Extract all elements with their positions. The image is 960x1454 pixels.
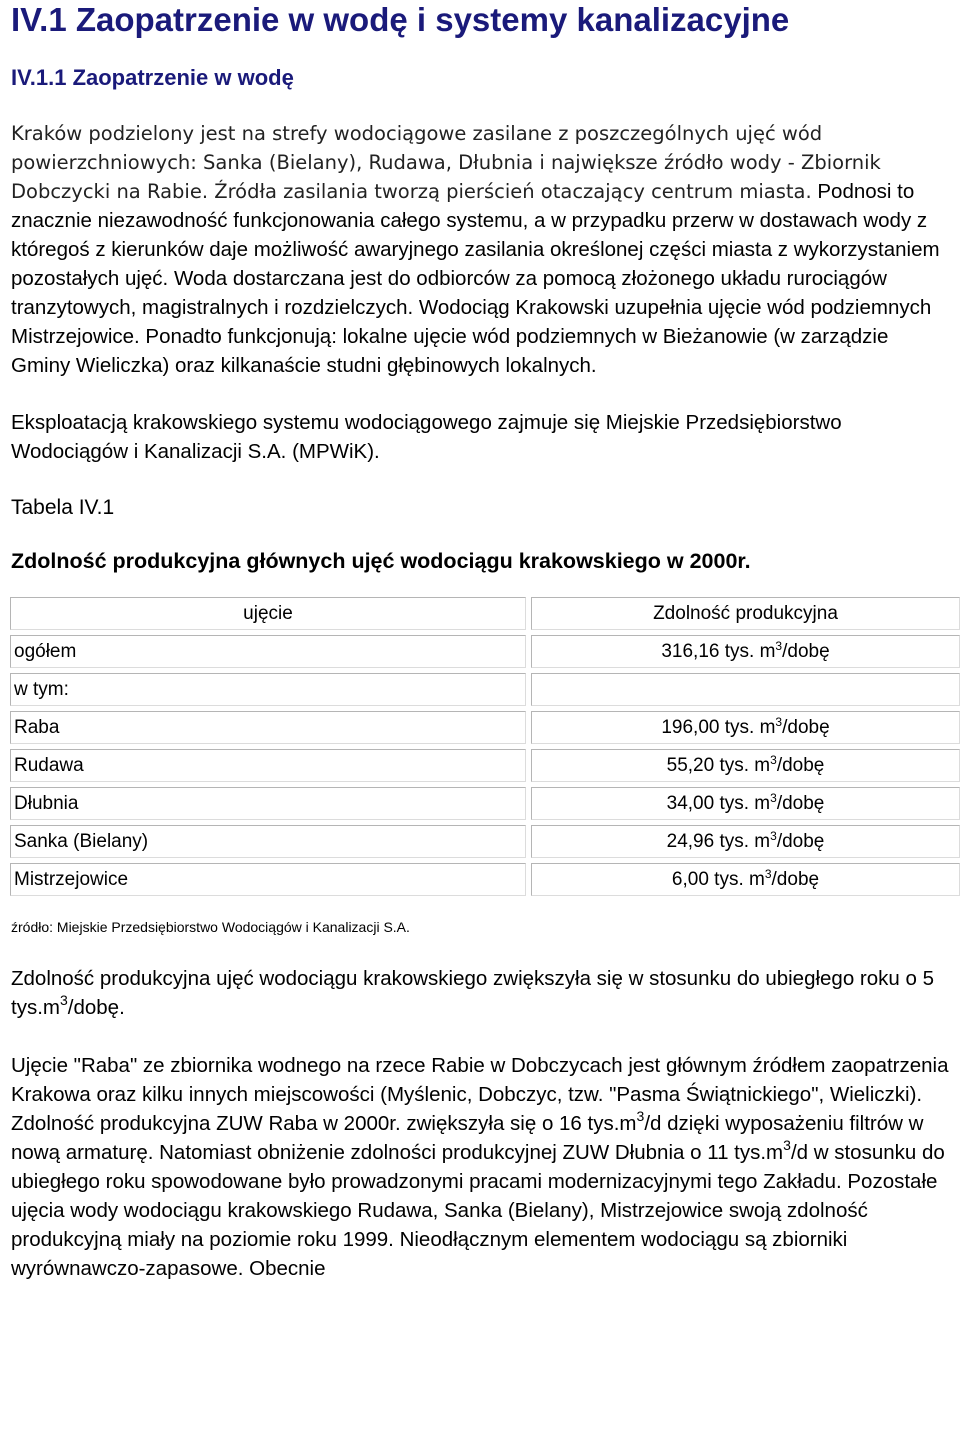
operator-paragraph: Eksploatacją krakowskiego systemu wodociągowego zajmuje się Miejskie Przedsiębiorstwo Wodociągów i Kanalizacji S.A. (MPWiK). (11, 411, 842, 463)
row-value (531, 863, 960, 896)
value-text: 196,00 tys. m (661, 716, 776, 738)
unit-superscript: 3 (775, 714, 783, 729)
table-row-total (10, 635, 960, 668)
page-title: IV.1 Zaopatrzenie w wodę i systemy kanalizacyjne (11, 1, 790, 38)
raba-text-part1: Ujęcie "Raba" ze zbiornika wodnego na rzece Rabie w Dobczycach jest głównym źródłem zaopatrzenia Krakowa oraz kilku innych miejscowości (Myślenic, Dobczyc, tzw. "Pasma Świątnickiego", Wieliczki). Zdolność produkcyjna ZUW Raba w 2000r. zwiększyła się o 16 tys.m (11, 1054, 949, 1135)
row-label: Sanka (Bielany) (10, 825, 526, 858)
table-row (10, 863, 960, 896)
table-row (10, 711, 960, 744)
value-text: 24,96 tys. m (666, 830, 771, 852)
capacity-table (5, 592, 960, 901)
unit-superscript: 3 (636, 1108, 645, 1124)
value-text: 55,20 tys. m (666, 754, 771, 776)
increase-text: Zdolność produkcyjna ujęć wodociągu krakowskiego zwiększyła się w stosunku do ubiegłego roku o 5 tys.m (11, 967, 935, 1019)
raba-text-part2: /d dzięki wyposażeniu filtrów w nową armaturę. Natomiast obniżenie zdolności produkcyjnej ZUW Dłubnia o 11 tys.m (11, 1112, 924, 1164)
unit-superscript: 3 (59, 992, 68, 1008)
unit-text: /dobę (776, 754, 825, 776)
header-intake: ujęcie (10, 597, 526, 630)
unit-superscript: 3 (764, 866, 772, 881)
row-label: Mistrzejowice (10, 863, 526, 896)
row-label: Dłubnia (10, 787, 526, 820)
table-source: źródło: Miejskie Przedsiębiorstwo Wodociągów i Kanalizacji S.A. (11, 919, 410, 935)
table-row (10, 787, 960, 820)
row-value (531, 711, 960, 744)
row-value (531, 787, 960, 820)
section-subtitle: IV.1.1 Zaopatrzenie w wodę (11, 65, 294, 90)
increase-paragraph (11, 964, 949, 1022)
table-caption: Tabela IV.1 (11, 496, 115, 519)
row-label: Raba (10, 711, 526, 744)
value-text: 316,16 tys. m (661, 640, 776, 662)
header-capacity: Zdolność produkcyjna (531, 597, 960, 630)
unit-superscript: 3 (770, 790, 777, 805)
table-row (10, 825, 960, 858)
unit-text: /dobę (782, 640, 830, 662)
unit-superscript: 3 (775, 638, 783, 653)
raba-paragraph (11, 1051, 949, 1283)
raba-text-part3: /d w stosunku do ubiegłego roku spowodowane było prowadzonymi pracami modernizacyjnymi tego Zakładu. Pozostałe ujęcia wody wodociągu krakowskiego Rudawa, Sanka (Bielany), Mistrzejowice swoją zdolność produkcyjną miały na poziomie roku 1999. Nieodłącznym elementem wodociągu są zbiorniki wyrównawczo-zapasowe. Obecnie (11, 1141, 945, 1280)
table-row-subheader (10, 673, 960, 706)
subheader-label: w tym: (10, 673, 526, 706)
table-title: Zdolność produkcyjna głównych ujęć wodociągu krakowskiego w 2000r. (11, 549, 751, 573)
unit-text: /dobę (776, 792, 825, 814)
row-value (531, 749, 960, 782)
unit-text: /dobę (782, 716, 830, 738)
unit-superscript: 3 (783, 1137, 791, 1153)
table-row (10, 749, 960, 782)
intro-lead-text: Kraków podzielony jest na strefy wodociągowe zasilane z poszczególnych ujęć wód powierzchniowych: Sanka (Bielany), Rudawa, Dłubnia i największe źródło wody - Zbiornik Dobczycki na Rabie. Źródła zasilania tworzą pierścień otaczający centrum miasta. (11, 122, 881, 203)
total-value (531, 635, 960, 668)
unit-text: /dobę (771, 868, 820, 890)
intro-paragraph (11, 119, 949, 380)
table-header-row (10, 597, 960, 630)
unit-superscript: 3 (770, 828, 777, 843)
unit-text: /dobę (776, 830, 825, 852)
value-text: 34,00 tys. m (666, 792, 771, 814)
empty-cell (531, 673, 960, 706)
intro-rest-text: Podnosi to znacznie niezawodność funkcjonowania całego systemu, a w przypadku przerw w dostawach wody z któregoś z kierunków daje możliwość awaryjnego zasilania określonej części miasta z wykorzystaniem pozostałych ujęć. Woda dostarczana jest do odbiorców za pomocą złożonego układu rurociągów tranzytowych, magistralnych i rozdzielczych. Wodociąg Krakowski uzupełnia ujęcie wód podziemnych Mistrzejowice. Ponadto funkcjonują: lokalne ujęcie wód podziemnych w Bieżanowie (w zarządzie Gminy Wieliczka) oraz kilkanaście studni głębinowych lokalnych. (11, 180, 940, 377)
increase-tail: /dobę. (67, 996, 125, 1019)
unit-superscript: 3 (770, 752, 777, 767)
row-label: Rudawa (10, 749, 526, 782)
row-value (531, 825, 960, 858)
value-text: 6,00 tys. m (671, 868, 765, 890)
total-label: ogółem (10, 635, 526, 668)
